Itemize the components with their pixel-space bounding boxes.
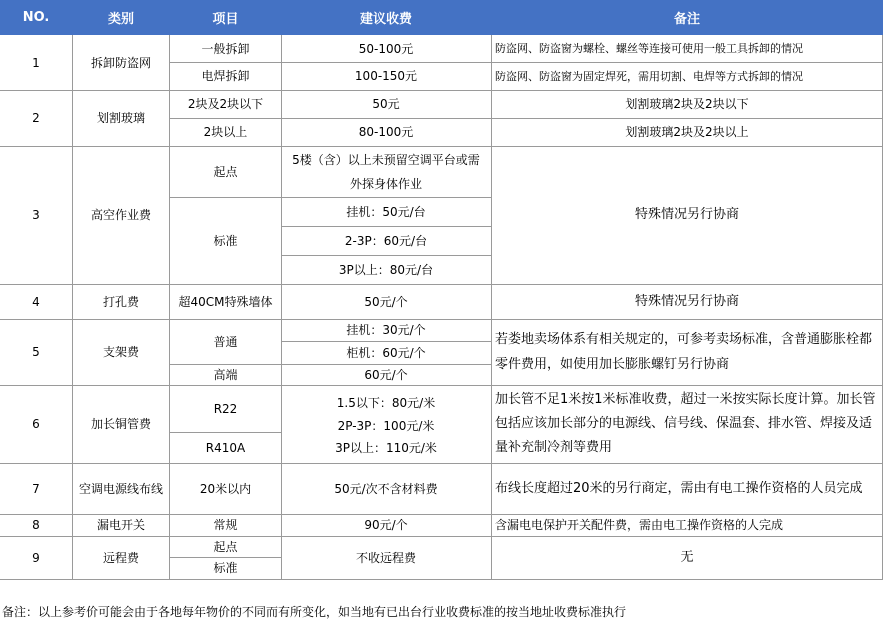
grid-line — [0, 463, 883, 464]
row-no: 7 — [32, 481, 40, 496]
row-item: 普通 — [213, 334, 238, 349]
row-item: 高端 — [213, 367, 238, 382]
grid-line — [169, 118, 883, 119]
row-category: 加长铜管费 — [90, 417, 151, 431]
row-remark: 特殊情况另行协商 — [634, 293, 739, 309]
row-fee: 3P以上：110元/米 — [335, 441, 437, 455]
header-remark: 备注 — [491, 0, 883, 35]
row-remark: 布线长度超过20米的另行商定，需由有电工操作资格的人员完成 — [495, 480, 863, 496]
grid-line — [0, 514, 883, 515]
row-fee: 50元/个 — [364, 294, 408, 309]
grid-line — [169, 62, 883, 63]
grid-line — [169, 364, 491, 365]
grid-line — [169, 35, 170, 579]
row-no: 6 — [32, 417, 40, 431]
row-category: 空调电源线布线 — [78, 481, 163, 496]
row-remark: 防盗网、防盗窗为螺栓、螺丝等连接可使用一般工具拆卸的情况 — [495, 42, 803, 55]
row-item: 标准 — [213, 233, 238, 248]
row-fee: 2P-3P：100元/米 — [337, 419, 435, 433]
grid-line — [0, 319, 883, 320]
grid-line — [281, 255, 491, 256]
row-remark: 若娄地卖场体系有相关规定的，可参考卖场标准，含普通膨胀栓都零件费用，如使用加长膨胀螺钉另行协商 — [495, 332, 873, 372]
row-item: 一般拆卸 — [201, 41, 250, 56]
row-remark: 加长管不足1米按1米标准收费，超过一米按实际长度计算。加长管包括应该加长部分的电源线、信号线、保温套、排水管、焊接及适量补充制冷剂等费用 — [495, 392, 876, 455]
grid-line — [491, 35, 492, 579]
row-no: 4 — [32, 294, 40, 309]
row-no: 2 — [32, 111, 40, 125]
row-category: 划割玻璃 — [96, 111, 145, 125]
row-fee: 50元/次不含材料费 — [334, 481, 438, 496]
row-fee: 柜机：60元/个 — [346, 345, 426, 360]
row-item: 电焊拆卸 — [201, 69, 250, 83]
row-category: 漏电开关 — [96, 518, 145, 532]
row-remark: 防盗网、防盗窗为固定焊死，需用切割、电焊等方式拆卸的情况 — [495, 69, 803, 83]
row-remark: 含漏电电保护开关配件费，需由电工操作资格的人完成 — [495, 517, 784, 532]
row-category: 支架费 — [102, 345, 139, 359]
row-remark: 特殊情况另行协商 — [634, 207, 739, 222]
grid-line — [169, 557, 281, 558]
row-no: 3 — [32, 208, 40, 222]
footnote: 备注：以上参考价可能会由于各地每年物价的不同而有所变化，如当地有已出台行业收费标准的按当地址收费标准执行 — [2, 605, 627, 619]
row-fee: 90元/个 — [364, 518, 408, 532]
row-item: 2块以上 — [203, 125, 248, 139]
row-item: 2块及2块以下 — [187, 97, 264, 111]
row-fee: 50-100元 — [358, 41, 414, 56]
row-fee: 100-150元 — [354, 69, 418, 83]
grid-line — [72, 35, 73, 579]
row-item: 20米以内 — [199, 481, 252, 496]
grid-line — [169, 432, 281, 433]
header-item: 项目 — [170, 0, 281, 35]
row-item: 标准 — [213, 561, 238, 575]
grid-line — [281, 226, 491, 227]
row-remark: 无 — [680, 549, 694, 565]
row-fee: 不收远程费 — [355, 550, 416, 565]
row-category: 远程费 — [102, 550, 139, 565]
header-category: 类别 — [72, 0, 170, 35]
row-category: 打孔费 — [102, 294, 139, 309]
row-fee: 1.5以下：80元/米 — [336, 396, 436, 410]
row-item: 起点 — [213, 164, 238, 179]
row-no: 1 — [32, 55, 40, 70]
grid-line — [0, 284, 883, 285]
grid-line — [169, 197, 491, 198]
grid-line — [0, 90, 883, 91]
row-fee: 2-3P：60元/台 — [344, 233, 428, 248]
grid-line — [0, 536, 883, 537]
grid-line — [281, 35, 282, 579]
row-category: 高空作业费 — [90, 208, 151, 222]
row-no: 5 — [32, 345, 40, 359]
row-fee: 5楼（含）以上未预留空调平台或需外探身体作业 — [292, 152, 480, 191]
header-fee: 建议收费 — [281, 0, 491, 35]
row-item: R22 — [213, 401, 238, 416]
row-category: 拆卸防盗网 — [90, 55, 151, 70]
row-fee: 挂机：30元/个 — [346, 323, 426, 337]
row-item: R410A — [205, 440, 246, 455]
row-fee: 挂机：50元/台 — [346, 204, 426, 219]
row-fee: 80-100元 — [358, 125, 414, 139]
row-item: 起点 — [213, 539, 238, 554]
row-item: 超40CM特殊墙体 — [178, 294, 273, 309]
row-no: 9 — [32, 550, 40, 565]
row-fee: 60元/个 — [364, 367, 408, 382]
row-remark: 划割玻璃2块及2块以上 — [625, 125, 749, 139]
grid-line — [0, 579, 883, 580]
grid-line — [0, 385, 883, 386]
row-item: 常规 — [213, 518, 238, 532]
row-no: 8 — [32, 518, 40, 532]
row-fee: 3P以上：80元/台 — [338, 262, 434, 277]
row-fee: 50元 — [372, 97, 400, 111]
grid-line — [281, 341, 491, 342]
header-no: NO. — [0, 0, 72, 35]
grid-line — [0, 146, 883, 147]
row-remark: 划割玻璃2块及2块以下 — [625, 97, 749, 111]
